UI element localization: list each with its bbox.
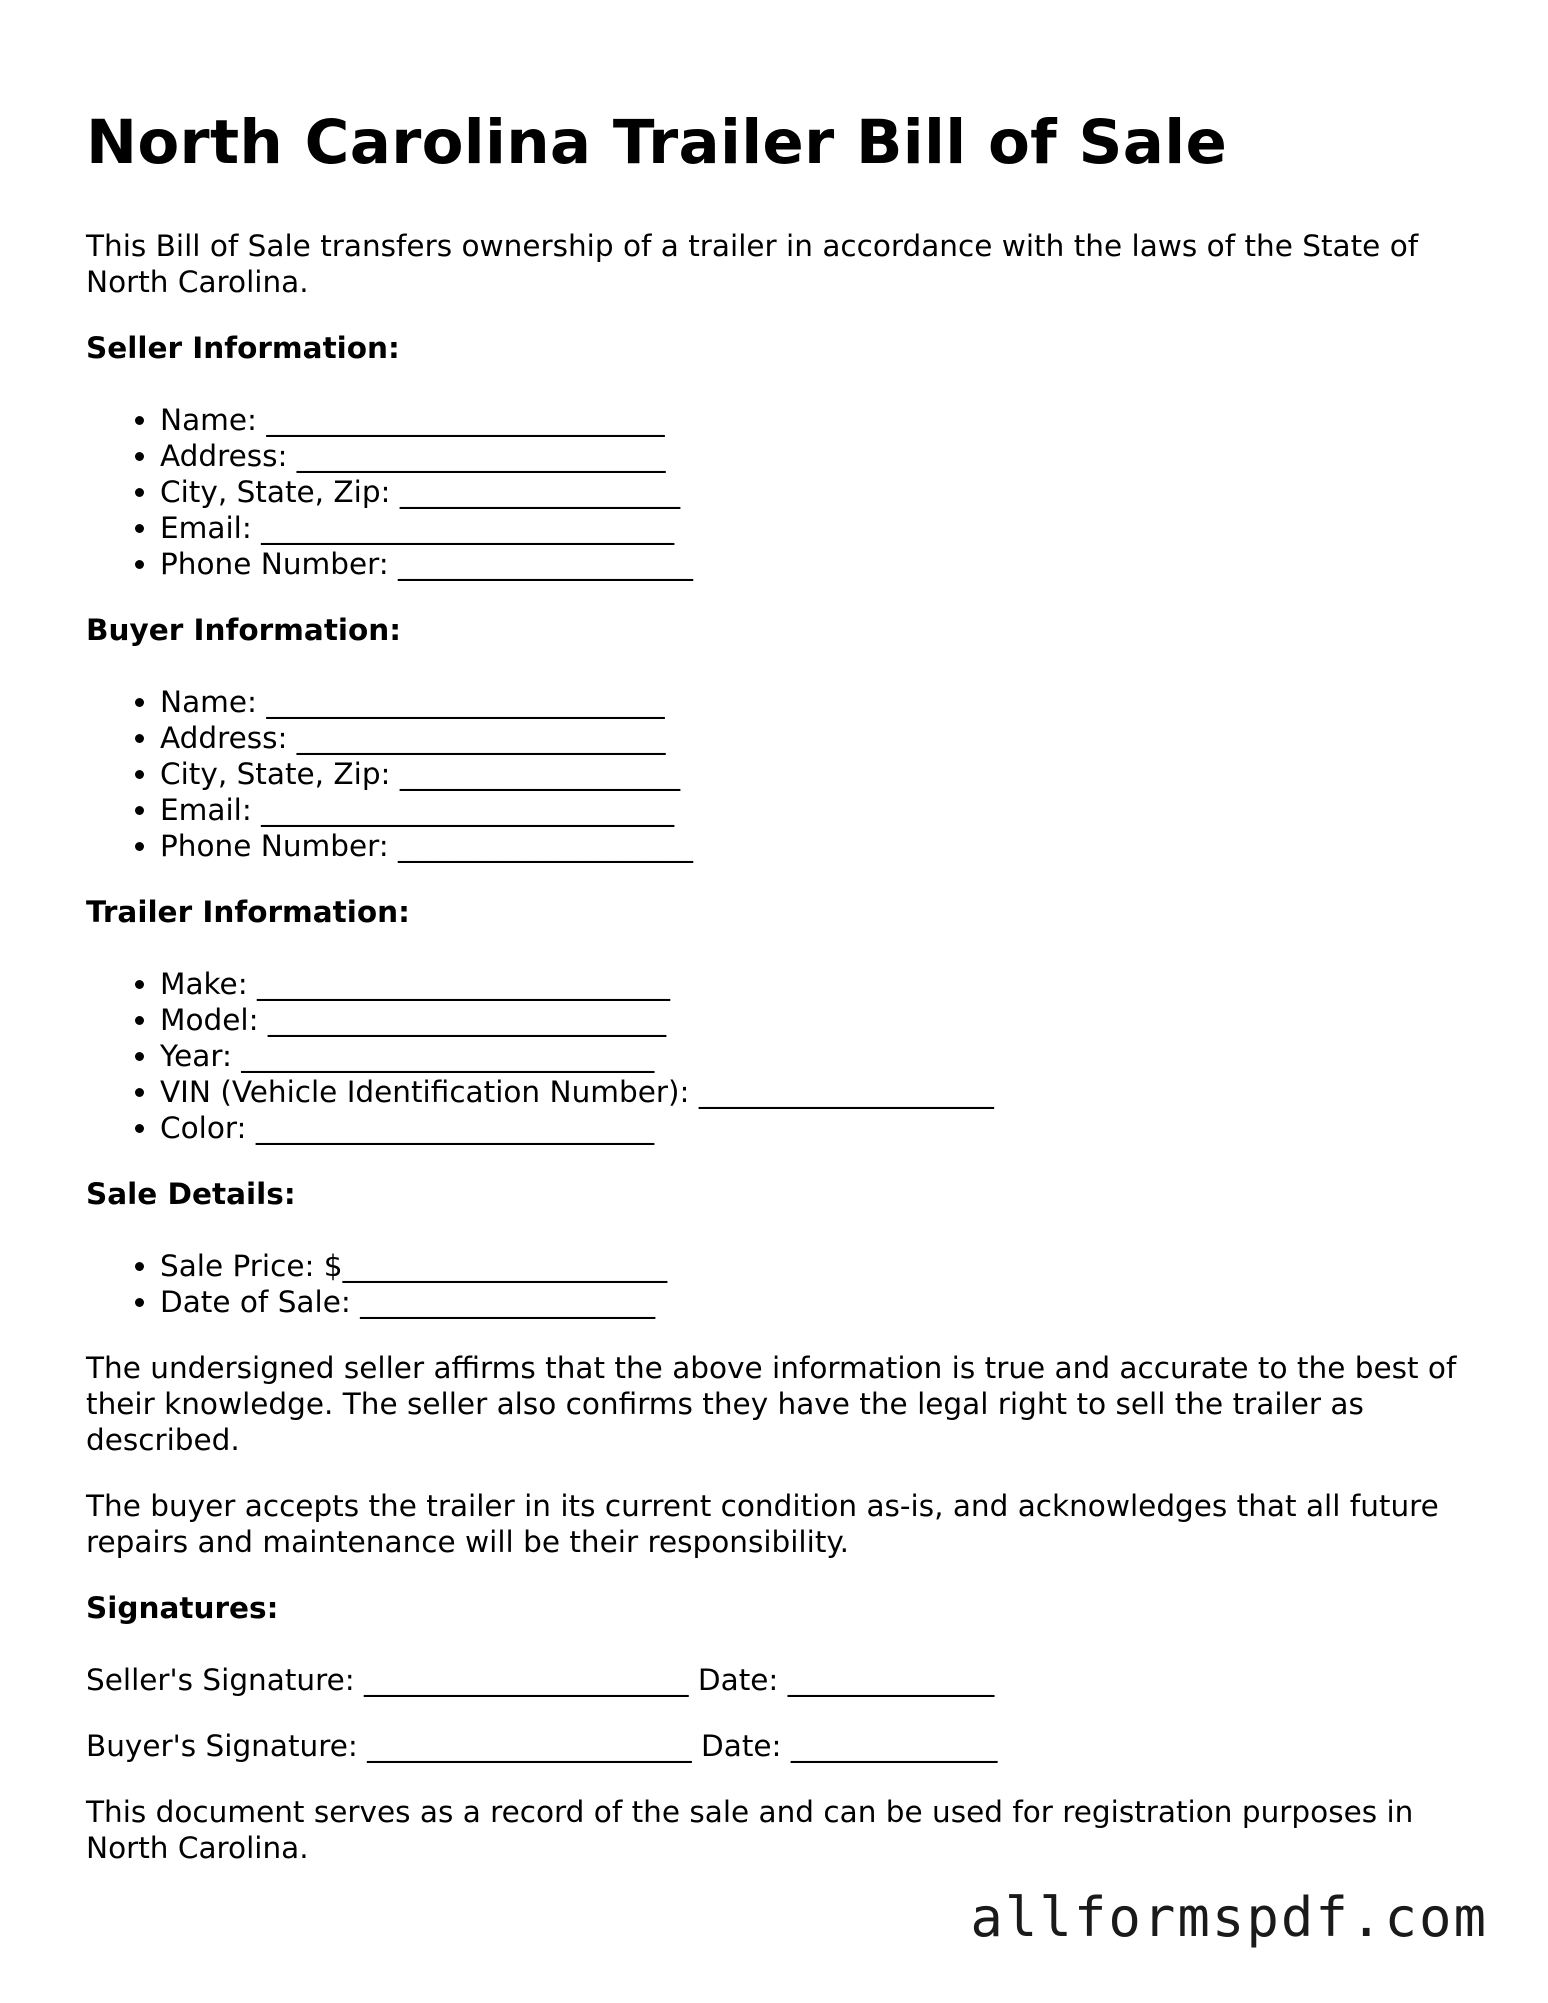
document-title: North Carolina Trailer Bill of Sale	[86, 107, 1228, 178]
seller-field-list	[86, 402, 1466, 582]
buyer-email-field: • Email: ____________________________	[160, 792, 1466, 828]
closing-paragraph: This document serves as a record of the sale and can be used for registration purposes in North Carolina.	[86, 1795, 1414, 1865]
buyer-signature-line: Buyer's Signature: ______________________ Date: ______________	[86, 1729, 998, 1763]
seller-phone-field: • Phone Number: ____________________	[160, 546, 1466, 582]
trailer-vin-field: • VIN (Vehicle Identification Number): ____________________	[160, 1074, 1466, 1110]
seller-heading: Seller Information:	[86, 331, 400, 365]
buyer-field-list	[86, 684, 1466, 864]
trailer-year-field: • Year: ____________________________	[160, 1038, 1466, 1074]
sale-field-list	[86, 1248, 1466, 1320]
trailer-make-field: • Make: ____________________________	[160, 966, 1466, 1002]
document-page	[86, 100, 1466, 1896]
trailer-heading: Trailer Information:	[86, 895, 410, 929]
seller-signature-line: Seller's Signature: ______________________ Date: ______________	[86, 1663, 995, 1697]
signatures-heading: Signatures:	[86, 1591, 279, 1625]
buyer-acceptance-paragraph: The buyer accepts the trailer in its current condition as-is, and acknowledges that all future repairs and maintenance will be their responsibility.	[86, 1489, 1439, 1559]
buyer-address-field: • Address: _________________________	[160, 720, 1466, 756]
seller-email-field: • Email: ____________________________	[160, 510, 1466, 546]
buyer-name-field: • Name: ___________________________	[160, 684, 1466, 720]
trailer-color-field: • Color: ___________________________	[160, 1110, 1466, 1146]
seller-city-state-zip-field: • City, State, Zip: ___________________	[160, 474, 1466, 510]
seller-address-field: • Address: _________________________	[160, 438, 1466, 474]
seller-name-field: • Name: ___________________________	[160, 402, 1466, 438]
sale-date-field: • Date of Sale: ____________________	[160, 1284, 1466, 1320]
intro-paragraph: This Bill of Sale transfers ownership of a trailer in accordance with the laws of the State of North Carolina.	[86, 229, 1419, 299]
seller-affirmation-paragraph: The undersigned seller affirms that the above information is true and accurate to the best of their knowledge. The seller also confirms they have the legal right to sell the trailer as described.	[86, 1351, 1457, 1457]
trailer-model-field: • Model: ___________________________	[160, 1002, 1466, 1038]
trailer-field-list	[86, 966, 1466, 1146]
sale-heading: Sale Details:	[86, 1177, 296, 1211]
buyer-city-state-zip-field: • City, State, Zip: ___________________	[160, 756, 1466, 792]
sale-price-field: • Sale Price: $______________________	[160, 1248, 1466, 1284]
buyer-phone-field: • Phone Number: ____________________	[160, 828, 1466, 864]
site-watermark: allformspdf.com	[970, 1886, 1488, 1949]
buyer-heading: Buyer Information:	[86, 613, 402, 647]
